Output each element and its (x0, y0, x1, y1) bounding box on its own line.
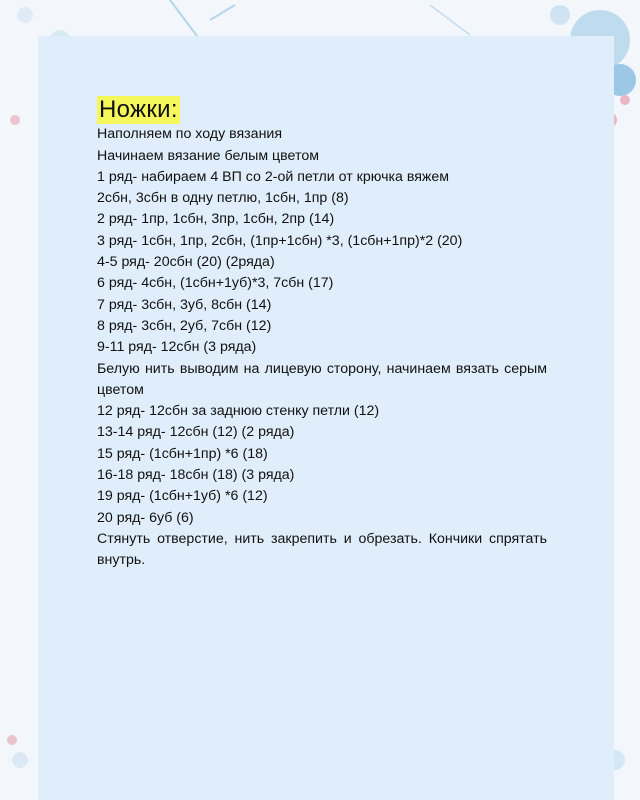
document-content (97, 96, 547, 572)
instruction-line: 4-5 ряд- 20сбн (20) (2ряда) (97, 254, 275, 271)
instruction-line: 3 ряд- 1сбн, 1пр, 2сбн, (1пр+1сбн) *3, (1сбн+1пр)*2 (20) (97, 232, 463, 249)
instruction-line: 19 ряд- (1сбн+1уб) *6 (12) (97, 488, 268, 505)
instruction-line: 16-18 ряд- 18сбн (18) (3 ряда) (97, 467, 295, 484)
instruction-line: 6 ряд- 4сбн, (1сбн+1уб)*3, 7сбн (17) (97, 275, 334, 292)
instruction-line: 7 ряд- 3сбн, 3уб, 8сбн (14) (97, 296, 272, 313)
instruction-line: 15 ряд- (1сбн+1пр) *6 (18) (97, 445, 268, 462)
instruction-line: 2сбн, 3сбн в одну петлю, 1сбн, 1пр (8) (97, 190, 349, 207)
instruction-line: 13-14 ряд- 12сбн (12) (2 ряда) (97, 424, 295, 441)
instruction-line: 12 ряд- 12сбн за заднюю стенку петли (12) (97, 403, 380, 420)
instruction-line: Начинаем вязание белым цветом (97, 147, 319, 164)
instruction-paragraph: Белую нить выводим на лицевую сторону, начинаем вязать серым цветом (97, 360, 547, 398)
instruction-line: 1 ряд- набираем 4 ВП со 2-ой петли от крючка вяжем (97, 168, 450, 185)
closing-paragraph: Стянуть отверстие, нить закрепить и обрезать. Кончики спрятать внутрь. (97, 530, 547, 569)
instruction-line: 9-11 ряд- 12сбн (3 ряда) (97, 339, 257, 356)
instruction-list-2 (97, 401, 547, 529)
instruction-line: 20 ряд- 6уб (6) (97, 509, 194, 526)
section-title: Ножки: (99, 96, 178, 123)
floral-decoration-left (7, 115, 28, 768)
instruction-line: 8 ряд- 3сбн, 2уб, 7сбн (12) (97, 317, 272, 334)
instruction-line: Наполняем по ходу вязания (97, 126, 283, 143)
instruction-list (97, 124, 547, 358)
instruction-line: 2 ряд- 1пр, 1сбн, 3пр, 1сбн, 2пр (14) (97, 211, 335, 228)
